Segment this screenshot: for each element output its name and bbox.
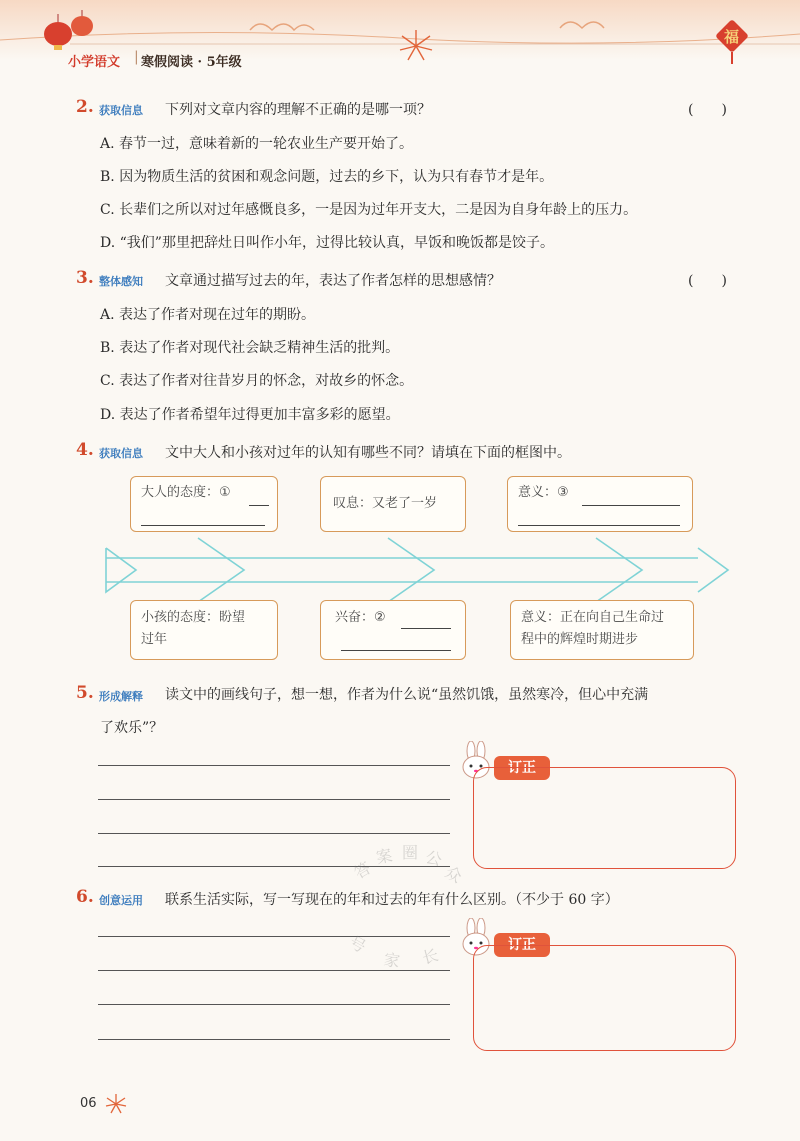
bone-1 <box>198 538 244 602</box>
question-number: 5. <box>76 683 94 703</box>
question-tag: 获取信息 <box>99 104 143 117</box>
option-d: D. 表达了作者希望年过得更加丰富多彩的愿望。 <box>100 407 400 423</box>
correction-box[interactable] <box>473 945 736 1051</box>
watermark-char: 公 <box>423 847 444 870</box>
box-label: 兴奋：② <box>335 610 386 625</box>
header-book-title: 寒假阅读 · 5年级 <box>141 55 242 70</box>
tail <box>106 548 136 592</box>
blank-3-line <box>582 505 680 506</box>
fishbone-box-excitement[interactable] <box>320 600 466 660</box>
watermark-char: 答 <box>350 858 375 883</box>
question-tag: 获取信息 <box>99 447 143 460</box>
fishbone-box-sigh <box>320 476 466 532</box>
watermark-char: 长 <box>420 945 441 968</box>
writing-line[interactable] <box>98 1004 450 1005</box>
question-text-line1: 读文中的画线句子，想一想，作者为什么说“虽然饥饿，虽然寒冷，但心中充满 <box>165 687 649 703</box>
watermark <box>330 840 480 980</box>
blank-2-line <box>401 628 451 629</box>
option-a: A. 春节一过，意味着新的一轮农业生产要开始了。 <box>100 136 414 152</box>
option-b: B. 表达了作者对现代社会缺乏精神生活的批判。 <box>100 340 400 356</box>
writing-line[interactable] <box>98 833 450 834</box>
question-text: 联系生活实际，写一写现在的年和过去的年有什么区别。（不少于 60 字） <box>165 892 619 908</box>
box-label-line1: 小孩的态度：盼望 <box>141 610 246 625</box>
option-b: B. 因为物质生活的贫困和观念问题，过去的乡下，认为只有春节才是年。 <box>100 169 554 185</box>
box-label: 叹息：又老了一岁 <box>333 496 438 511</box>
page-header <box>0 0 800 75</box>
answer-bracket[interactable]: ( ) <box>688 102 727 118</box>
writing-line[interactable] <box>98 799 450 800</box>
arrow-head <box>698 548 728 592</box>
question-text: 文中大人和小孩对过年的认知有哪些不同？请填在下面的框图中。 <box>165 445 571 461</box>
option-a: A. 表达了作者对现在过年的期盼。 <box>100 307 316 323</box>
fu-char: 福 <box>724 28 740 46</box>
page-number: 06 <box>80 1096 97 1111</box>
question-number: 6. <box>76 887 94 907</box>
question-tag: 形成解释 <box>99 690 143 703</box>
header-separator: | <box>134 49 139 65</box>
watermark-char: 号 <box>345 932 370 957</box>
answer-bracket[interactable]: ( ) <box>688 273 727 289</box>
writing-line[interactable] <box>98 1039 450 1040</box>
fishbone-box-child-meaning <box>510 600 694 660</box>
blank-1-line-2 <box>141 525 265 526</box>
blank-1-line <box>249 505 269 506</box>
blank-3-line-2 <box>518 525 680 526</box>
option-d: D. “我们”那里把辞灶日叫作小年，过得比较认真，早饭和晚饭都是饺子。 <box>100 235 554 251</box>
fishbone-box-child-attitude <box>130 600 278 660</box>
fu-ornament <box>714 20 750 56</box>
lantern-icon <box>40 8 100 54</box>
writing-line[interactable] <box>98 765 450 766</box>
watermark-char: 家 <box>382 949 402 972</box>
firework-icon <box>396 26 436 66</box>
bone-2 <box>388 538 434 602</box>
blank-2-line-2 <box>341 650 451 651</box>
fishbone-box-adult-meaning[interactable] <box>507 476 693 532</box>
correction-box[interactable] <box>473 767 736 869</box>
correction-label: 订正 <box>494 933 550 957</box>
header-subject: 小学语文 <box>68 55 121 70</box>
box-label: 大人的态度：① <box>141 485 231 500</box>
bone-3 <box>596 538 642 602</box>
question-number: 3. <box>76 268 94 288</box>
question-text: 下列对文章内容的理解不正确的是哪一项？ <box>165 102 431 118</box>
watermark-char: 众 <box>441 862 466 887</box>
option-c: C. 表达了作者对往昔岁月的怀念，对故乡的怀念。 <box>100 373 414 389</box>
option-c: C. 长辈们之所以对过年感慨良多，一是因为过年开支大，二是因为自身年龄上的压力。 <box>100 202 638 218</box>
box-label-line2: 过年 <box>141 632 168 647</box>
question-tag: 整体感知 <box>99 275 143 288</box>
box-label-line1: 意义：正在向自己生命过 <box>521 610 665 625</box>
box-label-line2: 程中的辉煌时期进步 <box>521 632 639 647</box>
question-text-line2: 了欢乐”？ <box>100 720 164 736</box>
fishbone-box-adult-attitude[interactable] <box>130 476 278 532</box>
question-number: 4. <box>76 440 94 460</box>
box-label: 意义：③ <box>518 485 569 500</box>
question-number: 2. <box>76 97 94 117</box>
question-text: 文章通过描写过去的年，表达了作者怎样的思想感情？ <box>165 273 501 289</box>
correction-label: 订正 <box>494 756 550 780</box>
question-tag: 创意运用 <box>99 894 143 907</box>
watermark-char: 圈 <box>402 843 419 862</box>
firework-icon <box>104 1092 128 1116</box>
watermark-char: 案 <box>374 845 395 868</box>
